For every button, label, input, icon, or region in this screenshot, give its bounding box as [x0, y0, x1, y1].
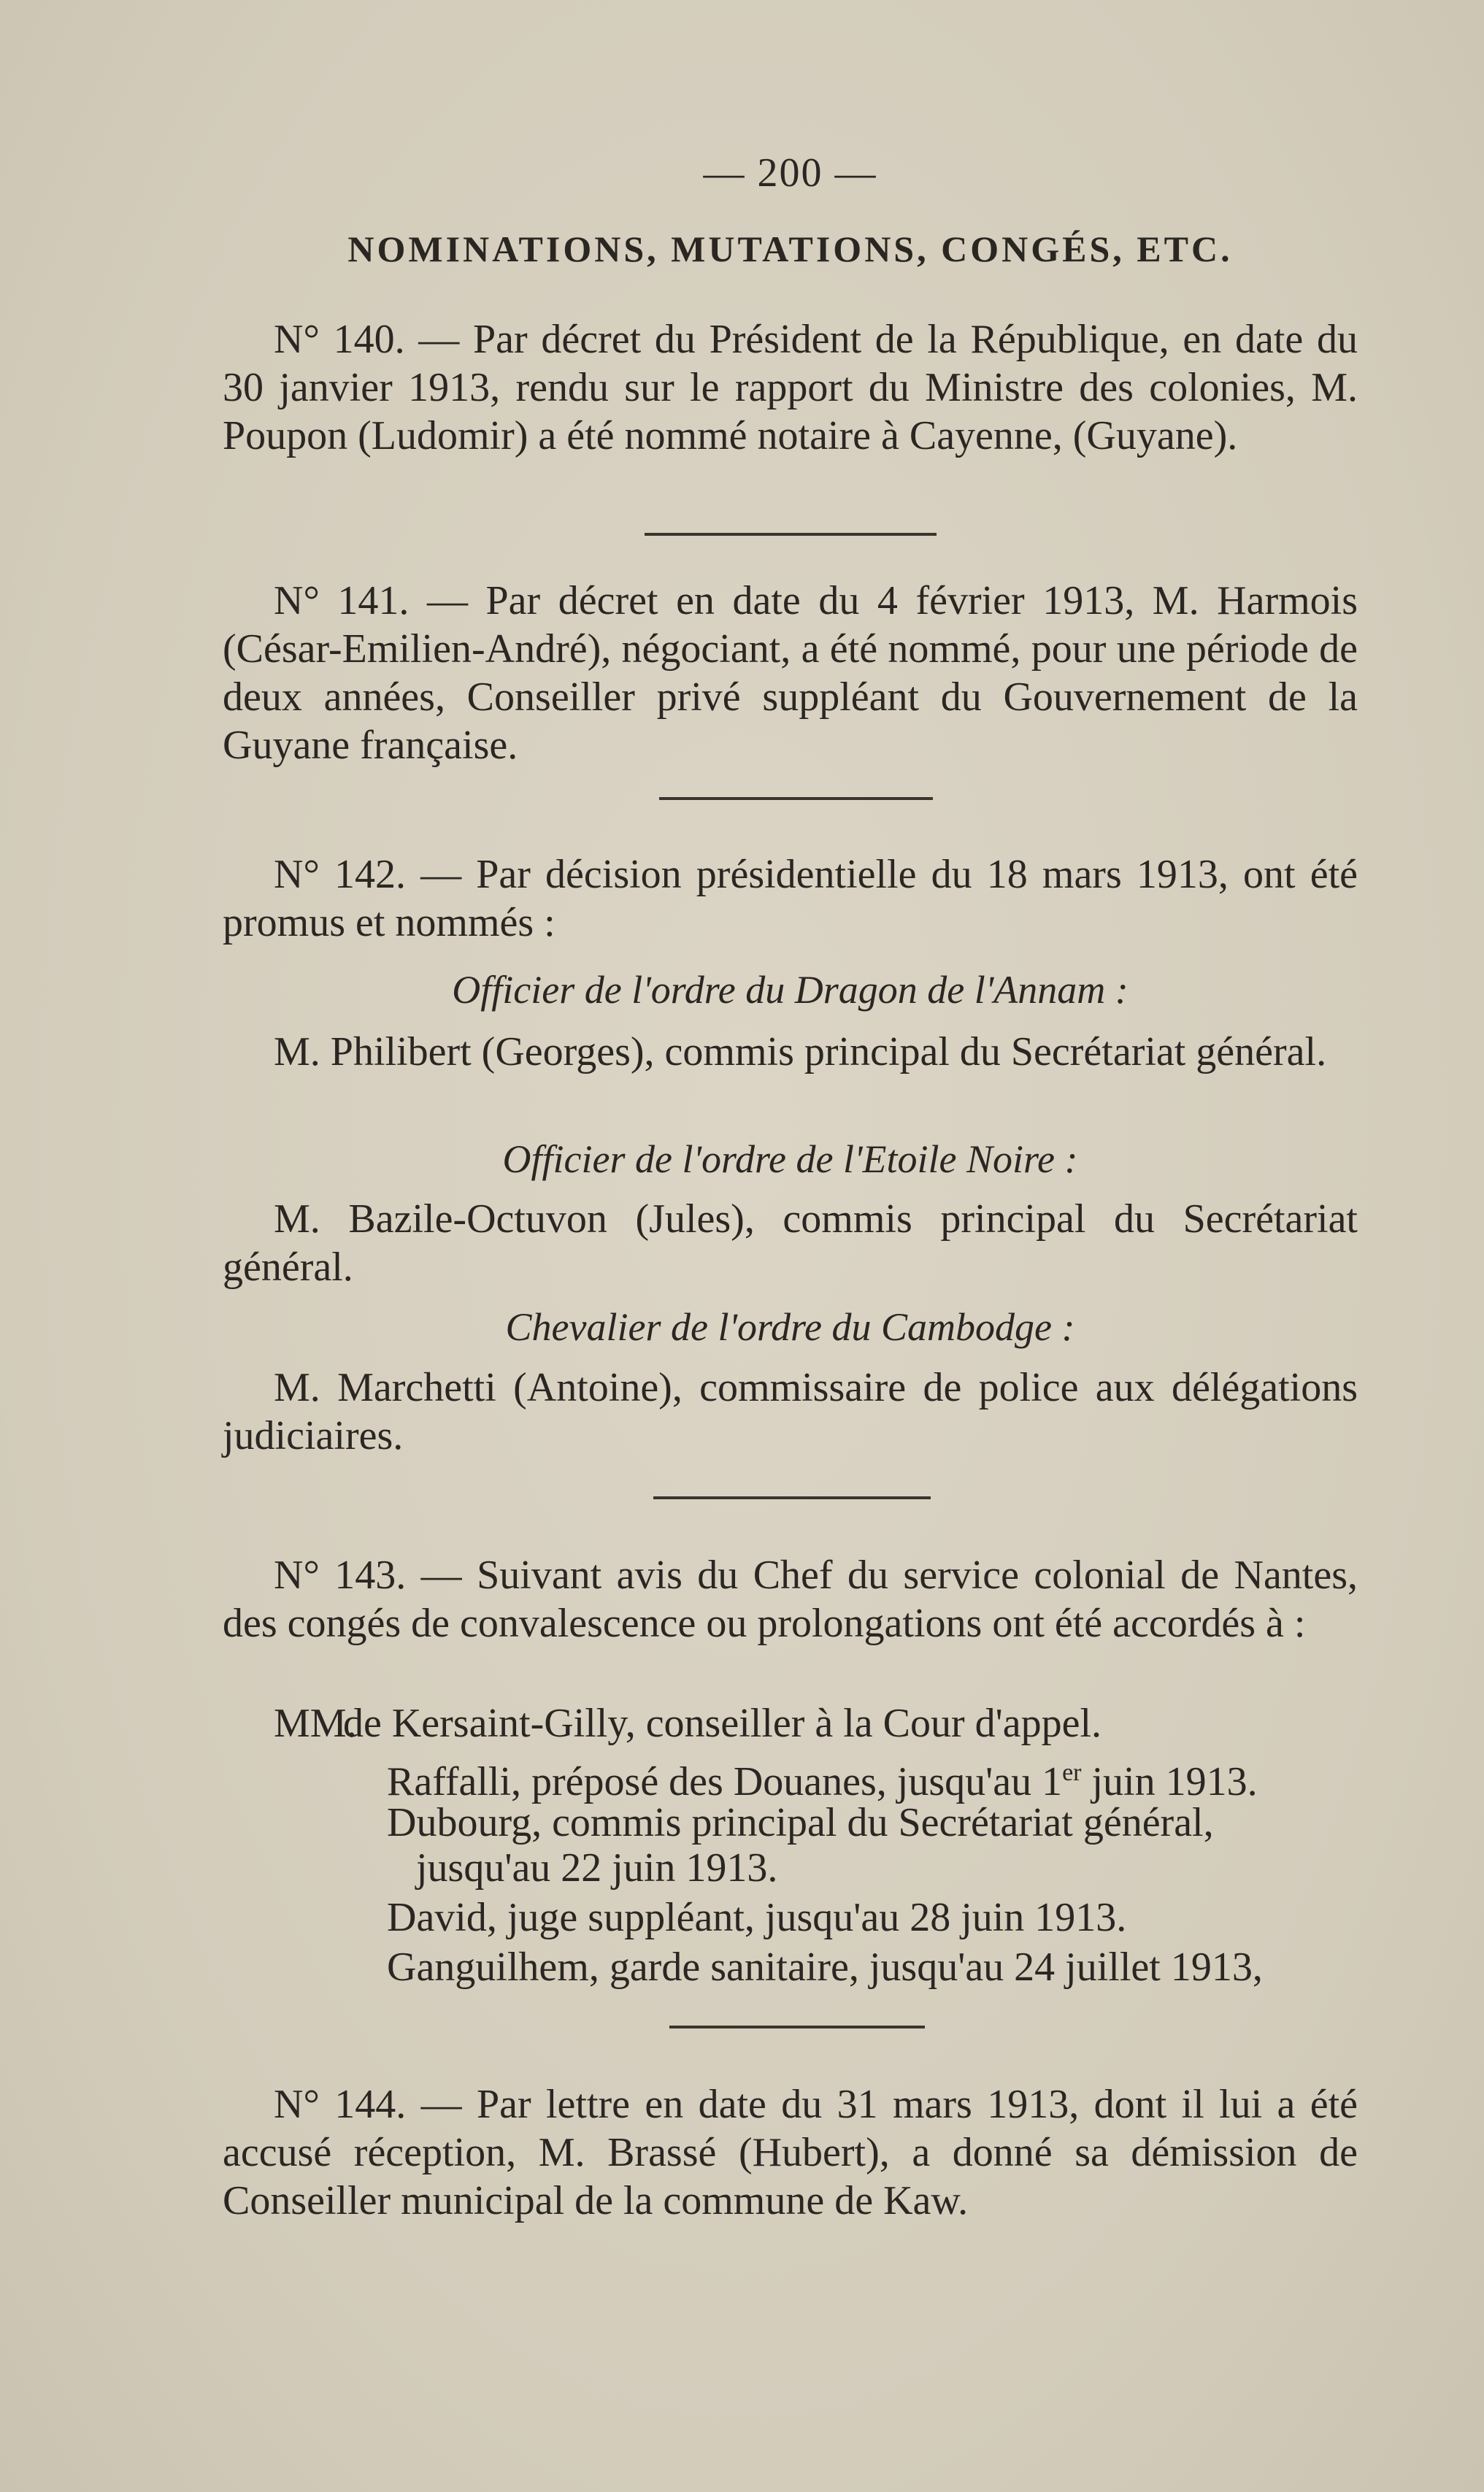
- entry-140-text: N° 140. — Par décret du Président de la République, en date du 30 janvier 1913, rendu sur le rapport du Ministre des colonies, M. Poupon (Ludomir) a été nommé notaire à Cayenne, (Guyane).: [223, 317, 1358, 458]
- separator-rule: [669, 2026, 925, 2028]
- list-item: Dubourg, commis principal du Secrétariat général,: [387, 1800, 1214, 1845]
- list-prefix: MM.: [274, 1701, 357, 1746]
- entry-142-person-2-text: M. Bazile-Octuvon (Jules), commis principal du Secrétariat général.: [223, 1196, 1358, 1290]
- list-item: Ganguilhem, garde sanitaire, jusqu'au 24 juillet 1913,: [387, 1945, 1263, 1990]
- entry-142-subheading-2: Officier de l'ordre de l'Etoile Noire :: [502, 1137, 1078, 1181]
- entry-144: [223, 2080, 1358, 2225]
- entry-142-person-3: [223, 1364, 1358, 1460]
- superscript: er: [1062, 1759, 1082, 1786]
- list-item-text: juin 1913.: [1081, 1759, 1258, 1804]
- entry-141-text: N° 141. — Par décret en date du 4 février 1913, M. Harmois (César-Emilien-André), négociant, a été nommé, pour une période de deux années, Conseiller privé suppléant du Gouvernement de la Guyane française.: [223, 578, 1358, 768]
- entry-140: [223, 315, 1358, 460]
- entry-142-subheading-3: Chevalier de l'ordre du Cambodge :: [505, 1305, 1075, 1349]
- page-heading: NOMINATIONS, MUTATIONS, CONGÉS, ETC.: [347, 228, 1233, 269]
- entry-142-person-3-text: M. Marchetti (Antoine), commissaire de police aux délégations judiciaires.: [223, 1365, 1358, 1458]
- entry-142-text: N° 142. — Par décision présidentielle du 18 mars 1913, ont été promus et nommés :: [223, 852, 1358, 945]
- entry-142-person-1-text: M. Philibert (Georges), commis principal du Secrétariat général.: [274, 1029, 1327, 1074]
- entry-144-text: N° 144. — Par lettre en date du 31 mars 1913, dont il lui a été accusé réception, M. Brassé (Hubert), a donné sa démission de Conseiller municipal de la commune de Kaw.: [223, 2082, 1358, 2223]
- entry-142-person-1: [223, 1028, 1358, 1076]
- entry-143: [223, 1551, 1358, 1647]
- entry-141: [223, 577, 1358, 769]
- entry-143-text: N° 143. — Suivant avis du Chef du service colonial de Nantes, des congés de convalescence ou prolongations ont été accordés à :: [223, 1553, 1358, 1646]
- list-item-continuation: jusqu'au 22 juin 1913.: [416, 1845, 778, 1891]
- list-item: David, juge suppléant, jusqu'au 28 juin 1913.: [387, 1895, 1127, 1940]
- separator-rule: [653, 1496, 931, 1499]
- list-item-text: Raffalli, préposé des Douanes, jusqu'au 1: [387, 1759, 1063, 1804]
- list-item: de Kersaint-Gilly, conseiller à la Cour d'appel.: [343, 1701, 1102, 1746]
- entry-142: [223, 850, 1358, 947]
- entry-142-subheading-1: Officier de l'ordre du Dragon de l'Annam :: [452, 968, 1129, 1012]
- separator-rule: [645, 533, 937, 536]
- entry-142-person-2: [223, 1195, 1358, 1291]
- page-number: — 200 —: [703, 150, 877, 196]
- separator-rule: [659, 797, 933, 800]
- list-item: [387, 1749, 1258, 1806]
